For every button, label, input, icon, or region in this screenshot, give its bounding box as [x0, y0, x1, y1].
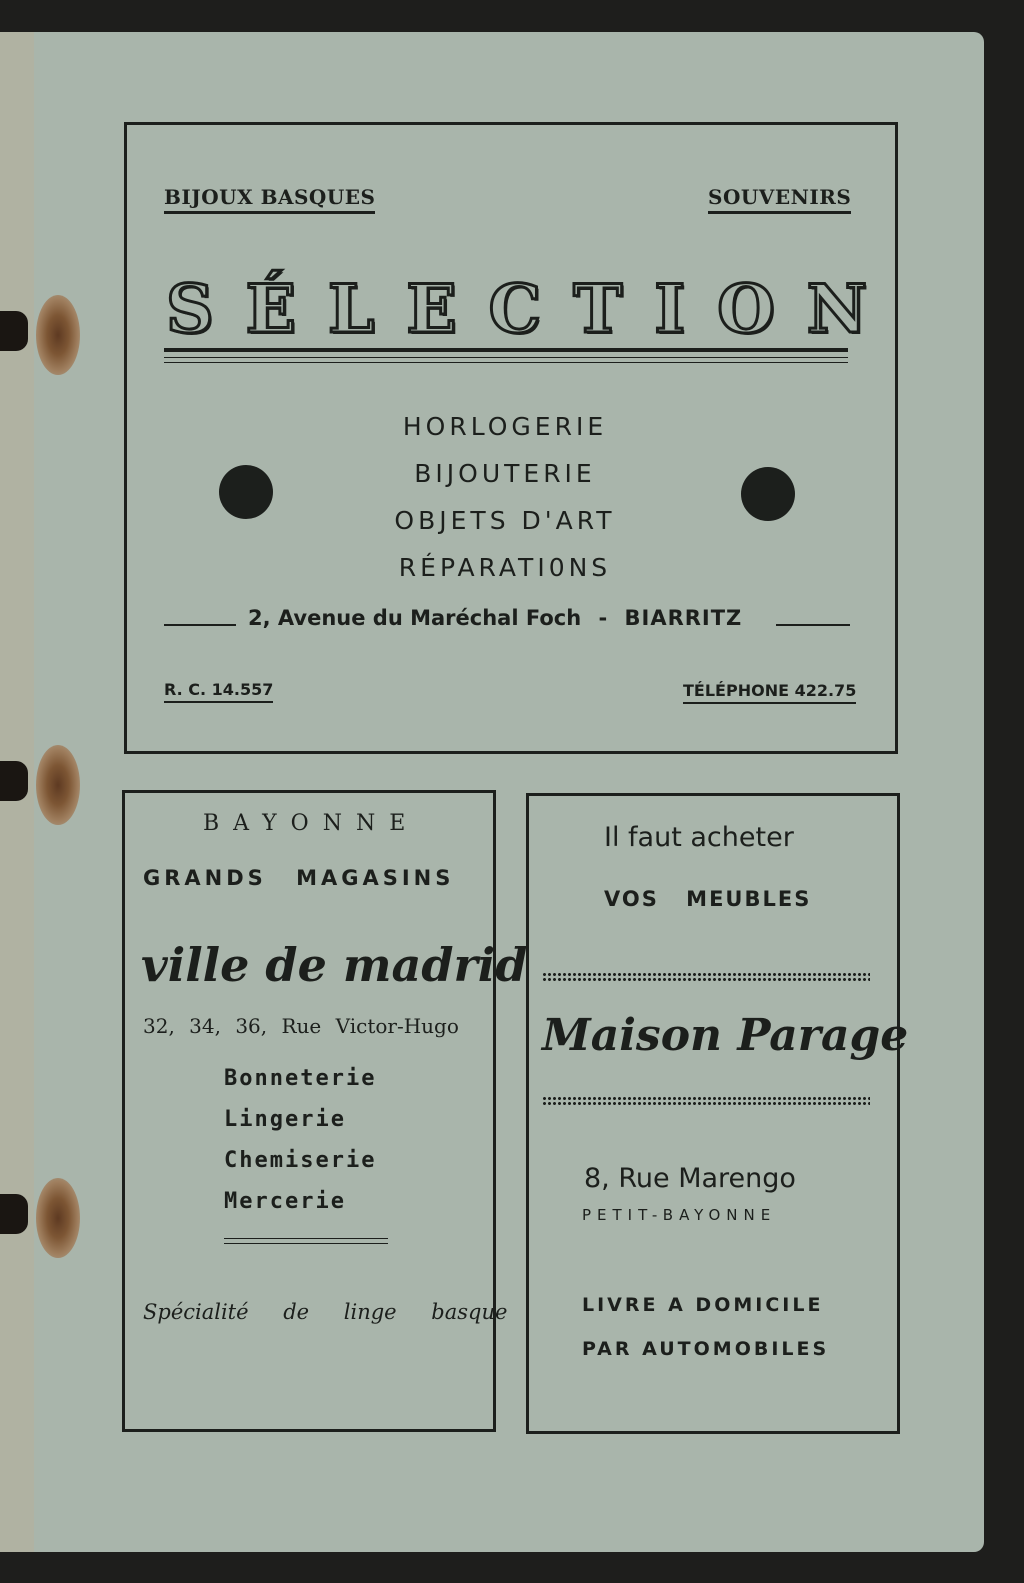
- rc-number: R. C. 14.557: [164, 680, 273, 703]
- service-item: HORLOGERIE: [402, 412, 608, 441]
- madrid-address: 32, 34, 36, Rue Victor-Hugo: [143, 1014, 459, 1038]
- selection-title: SÉLECTION: [166, 270, 900, 348]
- parage-address: 8, Rue Marengo: [584, 1163, 796, 1194]
- binding-hole-bottom: [0, 1168, 86, 1258]
- decorative-dot-left: [219, 465, 273, 519]
- parage-line1: Il faut acheter: [604, 822, 794, 853]
- madrid-name: ville de madrid: [141, 938, 528, 992]
- service-item: BIJOUTERIE: [414, 459, 596, 488]
- address-rule-left: [164, 624, 236, 626]
- tag-souvenirs: SOUVENIRS: [708, 185, 851, 214]
- madrid-city: BAYONNE: [203, 811, 420, 836]
- address-separator: -: [598, 606, 608, 630]
- parage-line2: VOS MEUBLES: [604, 887, 812, 911]
- madrid-heading: GRANDS MAGASINS: [143, 866, 455, 890]
- dotted-band-top: [542, 972, 870, 982]
- delivery-line2: PAR AUTOMOBILES: [582, 1338, 830, 1360]
- tag-bijoux-basques: BIJOUX BASQUES: [164, 185, 375, 214]
- parage-district: PETIT-BAYONNE: [582, 1206, 777, 1224]
- products-rule-2: [224, 1243, 388, 1244]
- delivery-line1: LIVRE A DOMICILE: [582, 1294, 824, 1316]
- title-rule-thick: [164, 348, 848, 352]
- product-item: Chemiserie: [224, 1148, 377, 1173]
- services-list: [330, 403, 680, 591]
- address-street: 2, Avenue du Maréchal Foch: [248, 606, 582, 630]
- service-item: OBJETS D'ART: [394, 506, 616, 535]
- madrid-products: [224, 1058, 376, 1222]
- address-line: [248, 606, 742, 630]
- service-item: RÉPARATI0NS: [398, 553, 612, 582]
- products-rule-1: [224, 1238, 388, 1239]
- product-item: Mercerie: [224, 1189, 346, 1214]
- parage-delivery: [582, 1283, 829, 1371]
- product-item: Lingerie: [224, 1107, 346, 1132]
- title-rule-thin-1: [164, 357, 848, 358]
- decorative-dot-right: [741, 467, 795, 521]
- dotted-band-bottom: [542, 1096, 870, 1106]
- madrid-specialty: Spécialité de linge basque: [143, 1300, 508, 1324]
- parage-name: Maison Parage: [542, 1010, 909, 1061]
- binding-hole-top: [0, 285, 86, 375]
- address-city: BIARRITZ: [624, 606, 743, 630]
- product-item: Bonneterie: [224, 1066, 377, 1091]
- title-rule-thin-2: [164, 362, 848, 363]
- address-rule-right: [776, 624, 850, 626]
- binding-hole-middle: [0, 735, 86, 825]
- phone-number: TÉLÉPHONE 422.75: [683, 681, 856, 704]
